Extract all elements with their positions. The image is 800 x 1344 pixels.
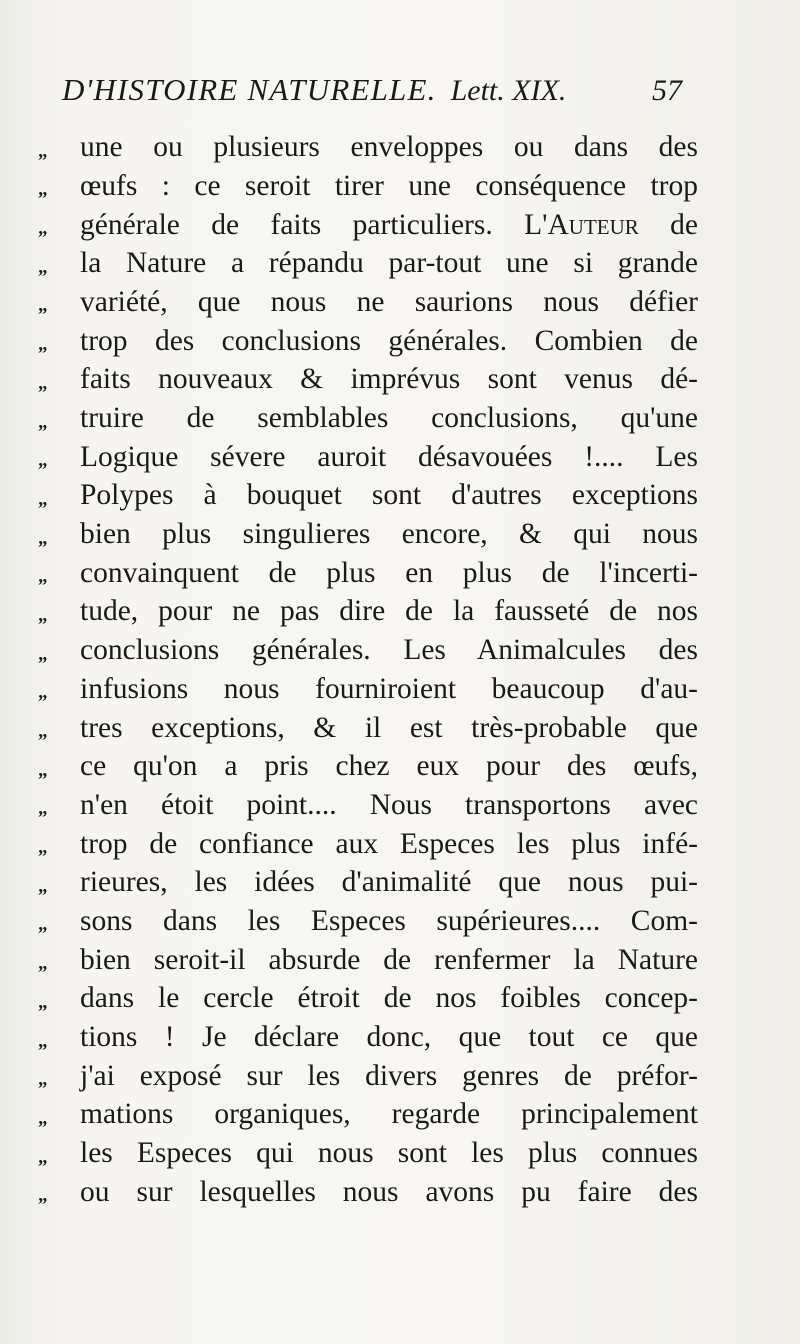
text-line <box>38 399 698 438</box>
text-line <box>38 708 698 747</box>
line-text: œufs : ce seroit tirer une conséquence trop <box>80 169 698 202</box>
page-number: 57 <box>652 74 682 107</box>
quotation-mark: „ <box>38 798 48 820</box>
line-text: tions ! Je déclare donc, que tout ce que <box>80 1021 698 1053</box>
line-text: ce qu'on a pris chez eux pour des œufs, <box>80 750 698 783</box>
quotation-mark: „ <box>38 218 48 240</box>
text-line <box>38 167 698 206</box>
line-text: truire de semblables conclusions, qu'une <box>80 402 698 434</box>
text-line <box>38 824 698 863</box>
line-text: conclusions générales. Les Animalcules des <box>80 634 698 667</box>
quotation-mark: „ <box>38 1107 48 1129</box>
quotation-mark: „ <box>38 1185 48 1207</box>
quotation-mark: „ <box>38 991 48 1013</box>
quotation-mark: „ <box>38 411 48 433</box>
quotation-mark: „ <box>38 1069 48 1091</box>
quotation-mark: „ <box>38 179 48 201</box>
line-text: rieures, les idées d'animalité que nous pui- <box>80 866 698 899</box>
text-line <box>38 786 698 825</box>
quotation-mark: „ <box>38 566 48 588</box>
text-line <box>38 747 698 786</box>
quotation-mark: „ <box>38 372 48 394</box>
line-text: j'ai exposé sur les divers genres de préfor- <box>80 1059 698 1092</box>
text-line <box>38 438 698 477</box>
quotation-mark: „ <box>38 721 48 742</box>
quotation-mark: „ <box>38 682 48 704</box>
line-text: tude, pour ne pas dire de la fausseté de nos <box>80 595 698 628</box>
line-text: bien seroit-il absurde de renfermer la Nature <box>80 943 698 976</box>
line-text: sons dans les Especes supérieures.... Com- <box>80 904 698 937</box>
quotation-mark: „ <box>38 527 48 549</box>
text-line <box>38 1134 698 1173</box>
text-line <box>38 670 698 709</box>
quotation-mark: „ <box>38 837 48 859</box>
line-text: infusions nous fourniroient beaucoup d'au- <box>80 672 698 705</box>
text-line <box>38 1173 698 1212</box>
line-text: ou sur lesquelles nous avons pu faire des <box>80 1175 698 1208</box>
line-text: dans le cercle étroit de nos foibles concep- <box>80 982 698 1015</box>
text-line <box>38 283 698 322</box>
running-header <box>62 72 682 116</box>
text-line <box>38 940 698 979</box>
quotation-mark: „ <box>38 256 48 278</box>
text-line <box>38 979 698 1018</box>
line-text: les Especes qui nous sont les plus connues <box>80 1137 698 1170</box>
line-text: Logique sévere auroit désavouées !.... Les <box>80 440 698 473</box>
text-line <box>38 476 698 515</box>
line-text: la Nature a répandu par-tout une si grande <box>80 247 698 280</box>
line-text: une ou plusieurs enveloppes ou dans des <box>80 131 698 164</box>
quotation-mark: „ <box>38 140 48 162</box>
line-text: mations organiques, regarde principalement <box>80 1098 698 1131</box>
text-line <box>38 321 698 360</box>
text-line <box>38 554 698 593</box>
line-text: bien plus singulieres encore, & qui nous <box>80 518 698 551</box>
quotation-mark: „ <box>38 643 48 665</box>
text-line <box>38 128 698 167</box>
line-text: trop des conclusions générales. Combien de <box>80 324 698 357</box>
text-line <box>38 1095 698 1134</box>
quotation-mark: „ <box>38 334 48 356</box>
text-line <box>38 515 698 554</box>
text-line <box>38 902 698 941</box>
text-line <box>38 244 698 283</box>
line-text: variété, que nous ne saurions nous défier <box>80 285 698 318</box>
text-line <box>38 592 698 631</box>
line-text: convainquent de plus en plus de l'incerti- <box>80 556 698 589</box>
quotation-mark: „ <box>38 953 48 975</box>
line-text: tres exceptions, & il est très-probable que <box>80 711 698 744</box>
letter-reference: Lett. XIX. <box>450 74 567 107</box>
quotation-mark: „ <box>38 604 48 626</box>
quotation-mark: „ <box>38 488 48 510</box>
text-line <box>38 1057 698 1096</box>
quotation-mark: „ <box>38 914 48 936</box>
quotation-mark: „ <box>38 295 48 317</box>
quotation-mark: „ <box>38 1030 48 1052</box>
running-title: D'HISTOIRE NATURELLE. <box>62 72 437 107</box>
text-line <box>38 205 698 244</box>
line-text: Polypes à bouquet sont d'autres exceptions <box>80 479 698 512</box>
quotation-mark: „ <box>38 759 48 781</box>
line-text: trop de confiance aux Especes les plus infé- <box>80 827 698 860</box>
text-line <box>38 360 698 399</box>
quotation-mark: „ <box>38 450 48 472</box>
quotation-mark: „ <box>38 1146 48 1168</box>
text-line <box>38 631 698 670</box>
line-text: générale de faits particuliers. L'Auteur de <box>80 208 699 241</box>
text-line <box>38 1018 698 1057</box>
quotation-mark: „ <box>38 875 48 897</box>
text-line <box>38 863 698 902</box>
line-text: n'en étoit point.... Nous transportons avec <box>80 788 698 821</box>
page-body-text <box>38 128 698 1211</box>
line-text: faits nouveaux & imprévus sont venus dé- <box>80 363 698 396</box>
